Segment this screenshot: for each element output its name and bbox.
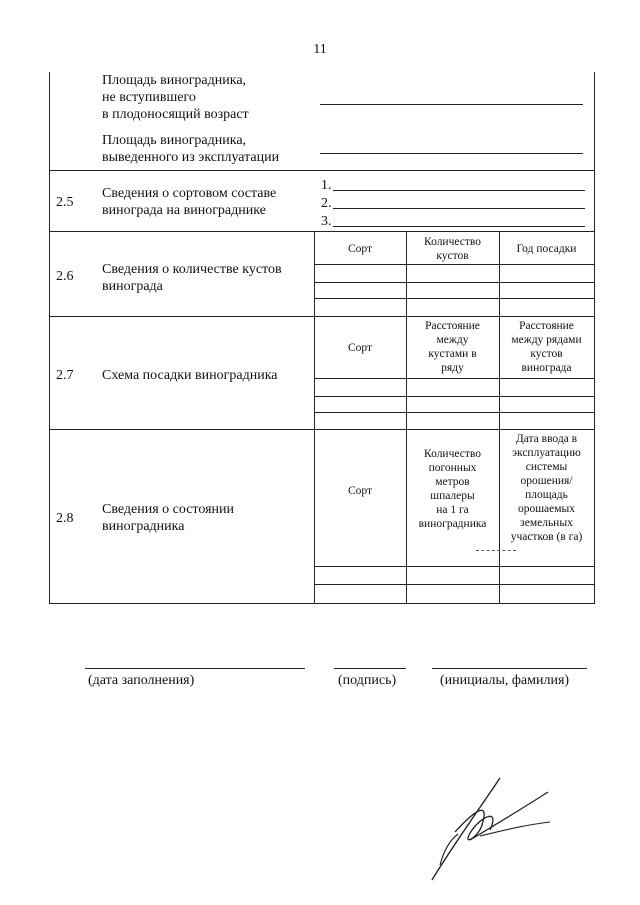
row-2-8-number: 2.8 [56,511,74,526]
header-sort-2-8: Сорт [347,485,373,497]
variety-item-1: 1. [321,178,332,193]
row-2-7-label: Схема посадки виноградника [102,368,278,383]
variety-item-3: 3. [321,214,332,229]
row-2-6-label: Сведения о количестве кустов винограда [102,262,282,294]
variety-field-2[interactable] [333,208,585,209]
date-field[interactable] [85,668,305,669]
header-bush-count: Количество кустов [424,236,481,262]
header-sort-2-7: Сорт [347,342,373,354]
header-between-bushes: Расстояние между кустами в ряду [425,320,480,374]
name-field[interactable] [432,668,587,669]
header-irrigation: Дата ввода в эксплуатацию системы орошения/ площадь орошаемых земельных участков (в га) [510,433,583,543]
area-nonbearing-field[interactable] [320,104,583,105]
area-nonbearing-label: Площадь виноградника, не вступившего в плодоносящий возраст [102,73,249,122]
signature-field[interactable] [334,668,406,669]
name-caption: (инициалы, фамилия) [440,673,570,688]
row-2-5-label: Сведения о сортовом составе винограда на винограднике [102,186,277,218]
row-2-5-number: 2.5 [56,195,74,210]
row-2-8-label: Сведения о состоянии виноградника [102,502,235,534]
signature-caption: (подпись) [338,673,397,688]
row-2-6-number: 2.6 [56,269,74,284]
variety-field-3[interactable] [333,226,585,227]
variety-field-1[interactable] [333,190,585,191]
header-trellis: Количество погонных метров шпалеры на 1 га виноградника [418,448,487,530]
handwritten-signature [420,770,560,885]
area-removed-label: Площадь виноградника, выведенного из эксплуатации [102,133,280,165]
variety-item-2: 2. [321,196,332,211]
header-between-rows: Расстояние между рядами кустов винограда [511,320,582,374]
page-number: 11 [313,42,327,57]
area-removed-field[interactable] [320,153,583,154]
header-sort-2-6: Сорт [347,243,373,255]
date-caption: (дата заполнения) [88,673,195,688]
row-2-7-number: 2.7 [56,368,74,383]
header-planting-year: Год посадки [516,243,577,255]
